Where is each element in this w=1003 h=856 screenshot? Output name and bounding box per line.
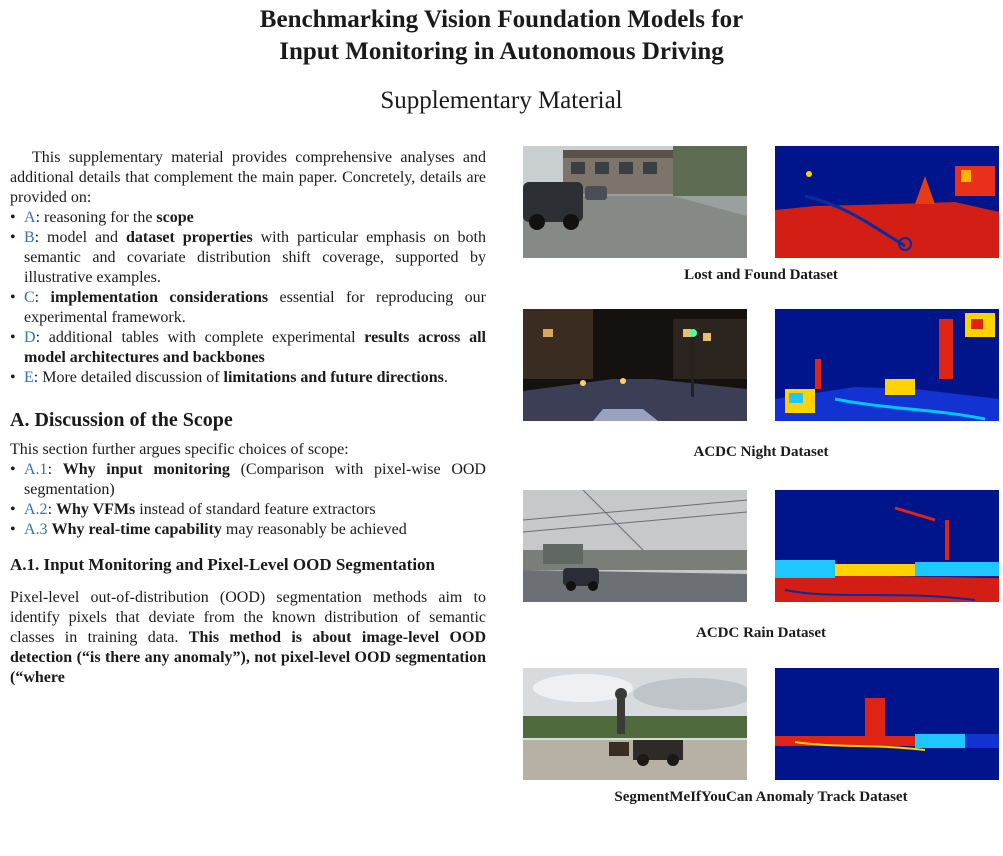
intro-paragraph: This supplementary material provides comprehensive analyses and additional details that complement the main paper. Concretely, details are provided on:: [10, 149, 486, 206]
list-item: • D: additional tables with complete experimental results across all model architectures and backbones: [10, 328, 486, 368]
intro-list: [10, 208, 486, 388]
list-item: • A.2: Why VFMs instead of standard feature extractors: [10, 500, 486, 520]
appendix-link[interactable]: D: [24, 329, 36, 346]
subsection-heading: A.1. Input Monitoring and Pixel-Level OOD Segmentation: [10, 555, 436, 574]
appendix-link[interactable]: E: [24, 369, 34, 386]
scope-list: [10, 460, 486, 540]
left-column: [10, 148, 486, 688]
list-item: • A.3 Why real-time capability may reasonably be achieved: [10, 520, 486, 540]
section-heading: A. Discussion of the Scope: [10, 409, 233, 431]
night-street-photo-icon: [523, 309, 747, 421]
figure-caption: ACDC Night Dataset: [693, 444, 829, 460]
body-paragraph: Pixel-level out-of-distribution (OOD) segmentation methods aim to identify pixels that deviate from the known distribution of semantic classes in training data. This method is about image-level OOD detection (“is there any anomaly”), not pixel-level OOD segmentation (“where: [10, 589, 486, 686]
street-photo-icon: [523, 146, 747, 258]
subsection-link[interactable]: A.1: [24, 461, 48, 478]
rain-street-photo-icon: [523, 490, 747, 602]
figure-caption: ACDC Rain Dataset: [696, 625, 826, 641]
figure-caption: Lost and Found Dataset: [684, 267, 838, 283]
paper-subtitle: Supplementary Material: [380, 87, 623, 114]
anomaly-heatmap-icon: [775, 309, 999, 421]
subsection-link[interactable]: A.2: [24, 501, 48, 518]
appendix-link[interactable]: C: [24, 289, 35, 306]
list-item: • A: reasoning for the scope: [10, 208, 486, 228]
plaza-photo-icon: [523, 668, 747, 780]
list-item: • E: More detailed discussion of limitations and future directions.: [10, 368, 486, 388]
list-item: • C: implementation considerations essential for reproducing our experimental framework.: [10, 288, 486, 328]
paper-title: [0, 4, 1003, 68]
list-item: • A.1: Why input monitoring (Comparison with pixel-wise OOD segmentation): [10, 460, 486, 500]
subsection-link[interactable]: A.3: [24, 521, 48, 538]
anomaly-heatmap-icon: [775, 146, 999, 258]
anomaly-heatmap-icon: [775, 490, 999, 602]
list-item: • B: model and dataset properties with particular emphasis on both semantic and covariate distribution shift coverage, supported by illustrative examples.: [10, 228, 486, 288]
title-line-2: Input Monitoring in Autonomous Driving: [279, 38, 724, 65]
appendix-link[interactable]: A: [24, 209, 36, 226]
anomaly-heatmap-icon: [775, 668, 999, 780]
appendix-link[interactable]: B: [24, 229, 35, 246]
section-intro: This section further argues specific choices of scope:: [10, 441, 349, 458]
figure-caption: SegmentMeIfYouCan Anomaly Track Dataset: [614, 789, 908, 805]
title-line-1: Benchmarking Vision Foundation Models for: [259, 6, 744, 33]
